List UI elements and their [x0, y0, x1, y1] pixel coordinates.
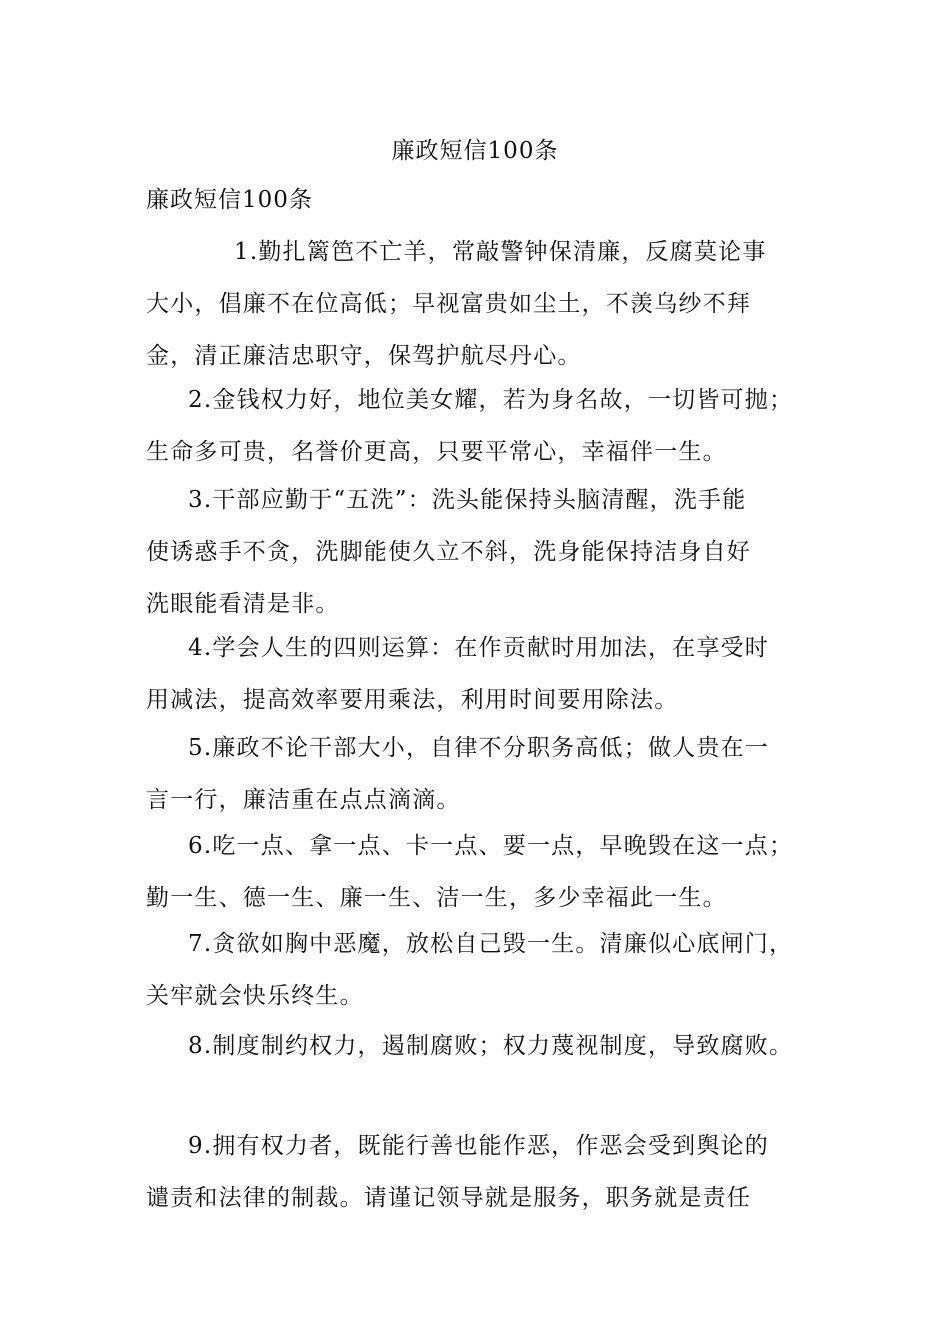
- paragraph-line: 洗眼能看清是非。: [146, 591, 340, 617]
- document-title: 廉政短信100条: [391, 138, 559, 164]
- paragraph-line: 言一行，廉洁重在点点滴滴。: [146, 787, 461, 813]
- paragraph-8: [146, 1020, 836, 1072]
- paragraph-1: [146, 226, 836, 382]
- paragraph-line: 用减法，提高效率要用乘法，利用时间要用除法。: [146, 687, 679, 713]
- paragraph-4: [146, 622, 836, 726]
- paragraph-5: [146, 722, 836, 826]
- paragraph-6: [146, 820, 836, 924]
- paragraph-line: 关牢就会快乐终生。: [146, 983, 364, 1009]
- paragraph-line: 1.勤扎篱笆不亡羊，常敲警钟保清廉，反腐莫论事: [234, 239, 767, 265]
- paragraph-line: 2.金钱权力好，地位美女耀，若为身名故，一切皆可抛；: [188, 387, 794, 413]
- paragraph-line: 使诱惑手不贪，洗脚能使久立不斜，洗身能保持洁身自好: [146, 539, 751, 565]
- document-subtitle: 廉政短信100条: [146, 187, 313, 213]
- paragraph-line: 4.学会人生的四则运算：在作贡献时用加法，在享受时: [188, 635, 769, 661]
- paragraph-line: 谴责和法律的制裁。请谨记领导就是服务，职务就是责任: [146, 1185, 751, 1211]
- paragraph-line: 3.干部应勤于“五洗”：洗头能保持头脑清醒，洗手能: [188, 487, 747, 513]
- paragraph-line: 7.贪欲如胸中恶魔，放松自己毁一生。清廉似心底闸门，: [188, 931, 794, 957]
- paragraph-line: 勤一生、德一生、廉一生、洁一生，多少幸福此一生。: [146, 885, 727, 911]
- paragraph-line: 大小，倡廉不在位高低；早视富贵如尘土，不羡乌纱不拜: [146, 291, 751, 317]
- paragraph-line: 金，清正廉洁忠职守，保驾护航尽丹心。: [146, 343, 582, 369]
- paragraph-line: 5.廉政不论干部大小，自律不分职务高低；做人贵在一: [188, 735, 769, 761]
- paragraph-line: 8.制度制约权力，遏制腐败；权力蔑视制度，导致腐败。: [188, 1033, 794, 1059]
- paragraph-line: 9.拥有权力者，既能行善也能作恶，作恶会受到舆论的: [188, 1133, 769, 1159]
- paragraph-7: [146, 918, 836, 1022]
- paragraph-3: [146, 474, 836, 630]
- paragraph-line: 生命多可贵，名誉价更高，只要平常心，幸福伴一生。: [146, 439, 727, 465]
- paragraph-line: 6.吃一点、拿一点、卡一点、要一点，早晚毁在这一点；: [188, 833, 794, 859]
- paragraph-9: [146, 1120, 836, 1224]
- paragraph-2: [146, 374, 836, 478]
